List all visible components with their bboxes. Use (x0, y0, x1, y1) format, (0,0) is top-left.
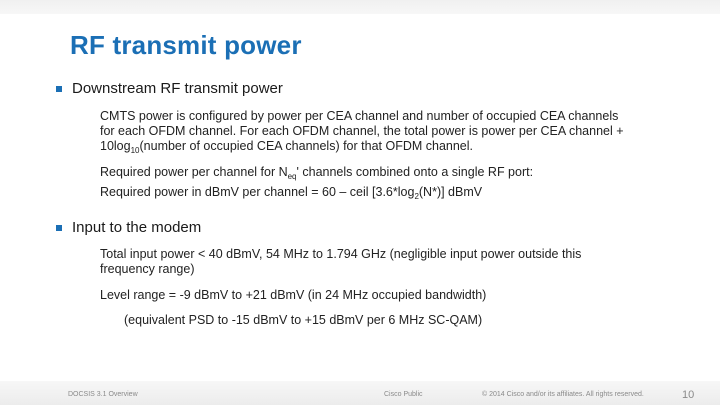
bullet-downstream (56, 80, 283, 97)
p1-line3 (100, 139, 690, 154)
p4-line2: frequency range) (100, 262, 195, 276)
bullet-modem-input (56, 219, 201, 236)
bullet-downstream-label: Downstream RF transmit power (72, 80, 283, 97)
p1-line3-sub: 10 (130, 146, 140, 155)
paragraph-equivalent-psd: (equivalent PSD to -15 dBmV to +15 dBmV per 6 MHz SC-QAM) (124, 313, 483, 327)
p4-line1: Total input power < 40 dBmV, 54 MHz to 1.794 GHz (negligible input power outside this (100, 247, 582, 261)
paragraph-total-input (100, 247, 690, 277)
p3-sub: 2 (414, 192, 419, 201)
bullet-square-icon (56, 225, 62, 231)
p3-b: (N*)] dBmV (418, 185, 483, 199)
p2-sub: eq (287, 172, 297, 181)
bullet-square-icon (56, 86, 62, 92)
paragraph-cmts-power (100, 109, 690, 154)
top-band (0, 0, 720, 14)
footer-center: Cisco Public (384, 391, 423, 398)
p1-line1: CMTS power is configured by power per CEA channel and number of occupied CEA channels (100, 109, 619, 123)
p2-b: ' channels combined onto a single RF port: (296, 165, 534, 179)
footer-copyright: © 2014 Cisco and/or its affiliates. All rights reserved. (482, 391, 644, 398)
paragraph-required-power (100, 165, 690, 180)
p2-a: Required power per channel for N (100, 165, 288, 179)
paragraph-level-range: Level range = -9 dBmV to +21 dBmV (in 24 MHz occupied bandwidth) (100, 288, 487, 302)
p1-line3-a: 10log (100, 139, 131, 153)
paragraph-power-formula (100, 185, 690, 200)
footer-left: DOCSIS 3.1 Overview (68, 391, 138, 398)
bullet-modem-label: Input to the modem (72, 219, 202, 236)
p1-line3-b: (number of occupied CEA channels) for that OFDM channel. (139, 139, 473, 153)
p3-a: Required power in dBmV per channel = 60 – ceil [3.6*log (100, 185, 415, 199)
p1-line2: for each OFDM channel. For each OFDM channel, the total power is power per CEA channel + (100, 124, 624, 138)
slide-title: RF transmit power (70, 30, 302, 60)
page-number: 10 (682, 389, 695, 401)
